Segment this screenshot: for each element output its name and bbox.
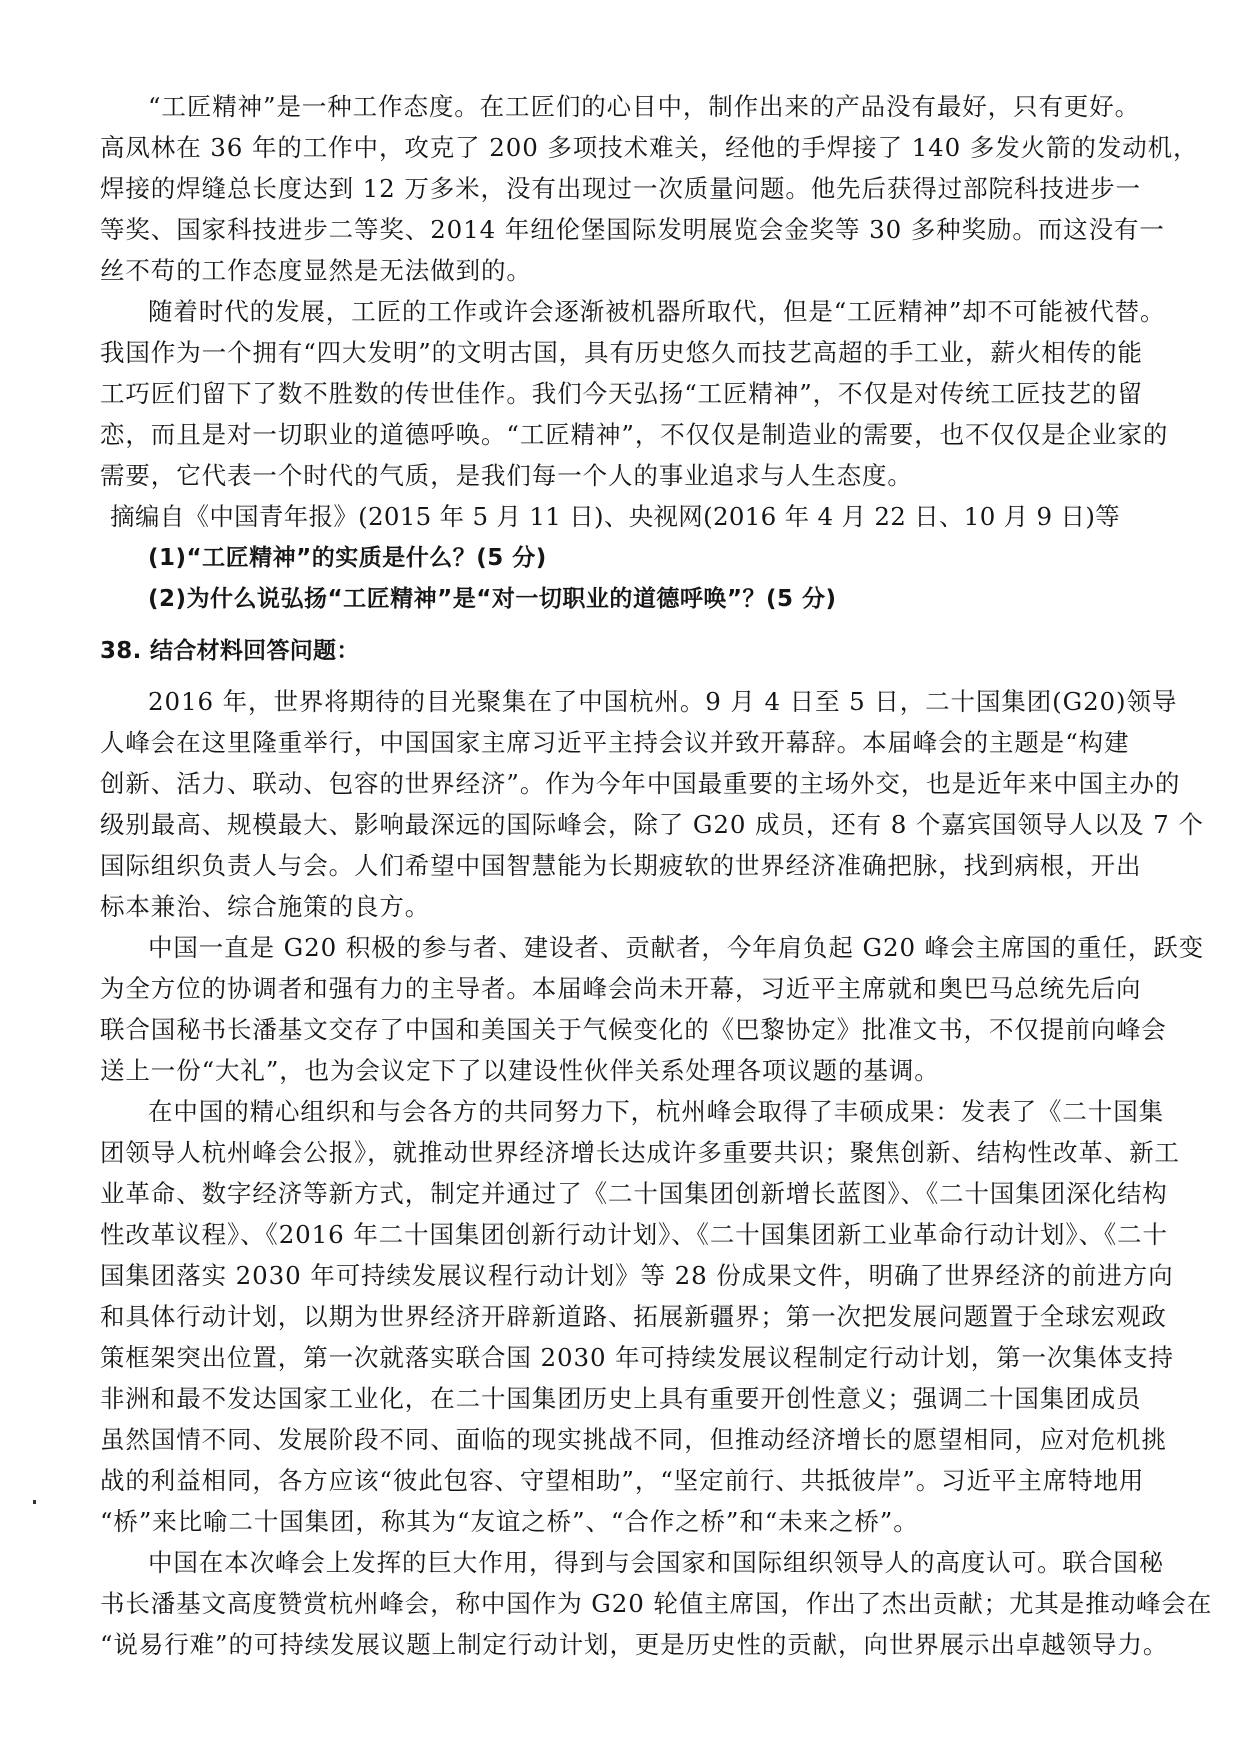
text-line: 我国作为一个拥有“四大发明”的文明古国，具有历史悠久而技艺高超的手工业，薪火相传的能 xyxy=(100,338,1143,367)
text-line: 工巧匠们留下了数不胜数的传世佳作。我们今天弘扬“工匠精神”，不仅是对传统工匠技艺的留 xyxy=(100,379,1143,408)
text-line: 级别最高、规模最大、影响最深远的国际峰会，除了 G20 成员，还有 8 个嘉宾国领导人以及 7 个 xyxy=(100,810,1204,839)
text-line: 联合国秘书长潘基文交存了中国和美国关于气候变化的《巴黎协定》批准文书，不仅提前向峰会 xyxy=(100,1015,1167,1044)
text-line: 随着时代的发展，工匠的工作或许会逐渐被机器所取代，但是“工匠精神”却不可能被代替。 xyxy=(148,297,1166,326)
text-line: 在中国的精心组织和与会各方的共同努力下，杭州峰会取得了丰硕成果：发表了《二十国集 xyxy=(148,1097,1164,1126)
text-line: 和具体行动计划，以期为世界经济开辟新道路、拓展新疆界；第一次把发展问题置于全球宏观政 xyxy=(100,1302,1167,1331)
text-line: 国际组织负责人与会。人们希望中国智慧能为长期疲软的世界经济准确把脉，找到病根，开出 xyxy=(100,851,1142,880)
text-line: 标本兼治、综合施策的良方。 xyxy=(100,892,431,921)
text-line: 虽然国情不同、发展阶段不同、面临的现实挑战不同，但推动经济增长的愿望相同，应对危机挑 xyxy=(100,1425,1167,1454)
text-line: 丝不苟的工作态度显然是无法做到的。 xyxy=(100,256,532,285)
text-line: 策框架突出位置，第一次就落实联合国 2030 年可持续发展议程制定行动计划，第一次集体支持 xyxy=(100,1343,1174,1372)
text-line: 业革命、数字经济等新方式，制定并通过了《二十国集团创新增长蓝图》、《二十国集团深化结构 xyxy=(100,1179,1168,1208)
text-line: 中国在本次峰会上发挥的巨大作用，得到与会国家和国际组织领导人的高度认可。联合国秘 xyxy=(148,1548,1164,1577)
text-line: 创新、活力、联动、包容的世界经济”。作为今年中国最重要的主场外交，也是近年来中国主办的 xyxy=(100,769,1181,798)
text-line: 2016 年，世界将期待的目光聚集在了中国杭州。9 月 4 日至 5 日，二十国集团(G20)领导 xyxy=(148,687,1178,716)
text-line: 中国一直是 G20 积极的参与者、建设者、贡献者，今年肩负起 G20 峰会主席国的重任，跃变 xyxy=(148,933,1205,962)
text-line: 需要，它代表一个时代的气质，是我们每一个人的事业追求与人生态度。 xyxy=(100,461,913,490)
text-line: 为全方位的协调者和强有力的主导者。本届峰会尚未开幕，习近平主席就和奥巴马总统先后向 xyxy=(100,974,1142,1003)
text-line: 等奖、国家科技进步二等奖、2014 年纽伦堡国际发明展览会金奖等 30 多种奖励。而这没有一 xyxy=(100,215,1165,244)
text-line: “工匠精神”是一种工作态度。在工匠们的心目中，制作出来的产品没有最好，只有更好。 xyxy=(148,92,1141,121)
text-line: 书长潘基文高度赞赏杭州峰会，称中国作为 G20 轮值主席国，作出了杰出贡献；尤其是推动峰会在 xyxy=(100,1589,1213,1618)
text-line: “说易行难”的可持续发展议题上制定行动计划，更是历史性的贡献，向世界展示出卓越领导力。 xyxy=(100,1630,1169,1659)
text-line: 性改革议程》、《2016 年二十国集团创新行动计划》、《二十国集团新工业革命行动计划》、《二十 xyxy=(100,1220,1168,1249)
text-line: 焊接的焊缝总长度达到 12 万多米，没有出现过一次质量问题。他先后获得过部院科技进步一 xyxy=(100,174,1141,203)
text-line: 送上一份“大礼”，也为会议定下了以建设性伙伴关系处理各项议题的基调。 xyxy=(100,1056,940,1085)
text-line: 恋，而且是对一切职业的道德呼唤。“工匠精神”，不仅仅是制造业的需要，也不仅仅是企业家的 xyxy=(100,420,1169,449)
question-heading: 38. 结合材料回答问题： xyxy=(100,638,360,664)
text-line: “桥”来比喻二十国集团，称其为“友谊之桥”、“合作之桥”和“未来之桥”。 xyxy=(100,1507,919,1536)
source-citation: 摘编自《中国青年报》(2015 年 5 月 11 日)、央视网(2016 年 4 月 22 日、10 月 9 日)等 xyxy=(110,502,1120,531)
text-line: 战的利益相同，各方应该“彼此包容、守望相助”，“坚定前行、共抵彼岸”。习近平主席特地用 xyxy=(100,1466,1145,1495)
text-line: 高凤林在 36 年的工作中，攻克了 200 多项技术难关，经他的手焊接了 140 多发火箭的发动机， xyxy=(100,133,1199,162)
scan-speck xyxy=(33,1500,36,1504)
text-line: 非洲和最不发达国家工业化，在二十国集团历史上具有重要开创性意义；强调二十国集团成员 xyxy=(100,1384,1142,1413)
sub-question: (1)“工匠精神”的实质是什么？(5 分) xyxy=(148,545,547,571)
text-line: 团领导人杭州峰会公报》，就推动世界经济增长达成许多重要共识；聚焦创新、结构性改革、新工 xyxy=(100,1138,1180,1167)
text-line: 国集团落实 2030 年可持续发展议程行动计划》等 28 份成果文件，明确了世界经济的前进方向 xyxy=(100,1261,1174,1290)
sub-question: (2)为什么说弘扬“工匠精神”是“对一切职业的道德呼唤”？(5 分) xyxy=(148,586,837,612)
text-line: 人峰会在这里隆重举行，中国国家主席习近平主持会议并致开幕辞。本届峰会的主题是“构建 xyxy=(100,728,1130,757)
